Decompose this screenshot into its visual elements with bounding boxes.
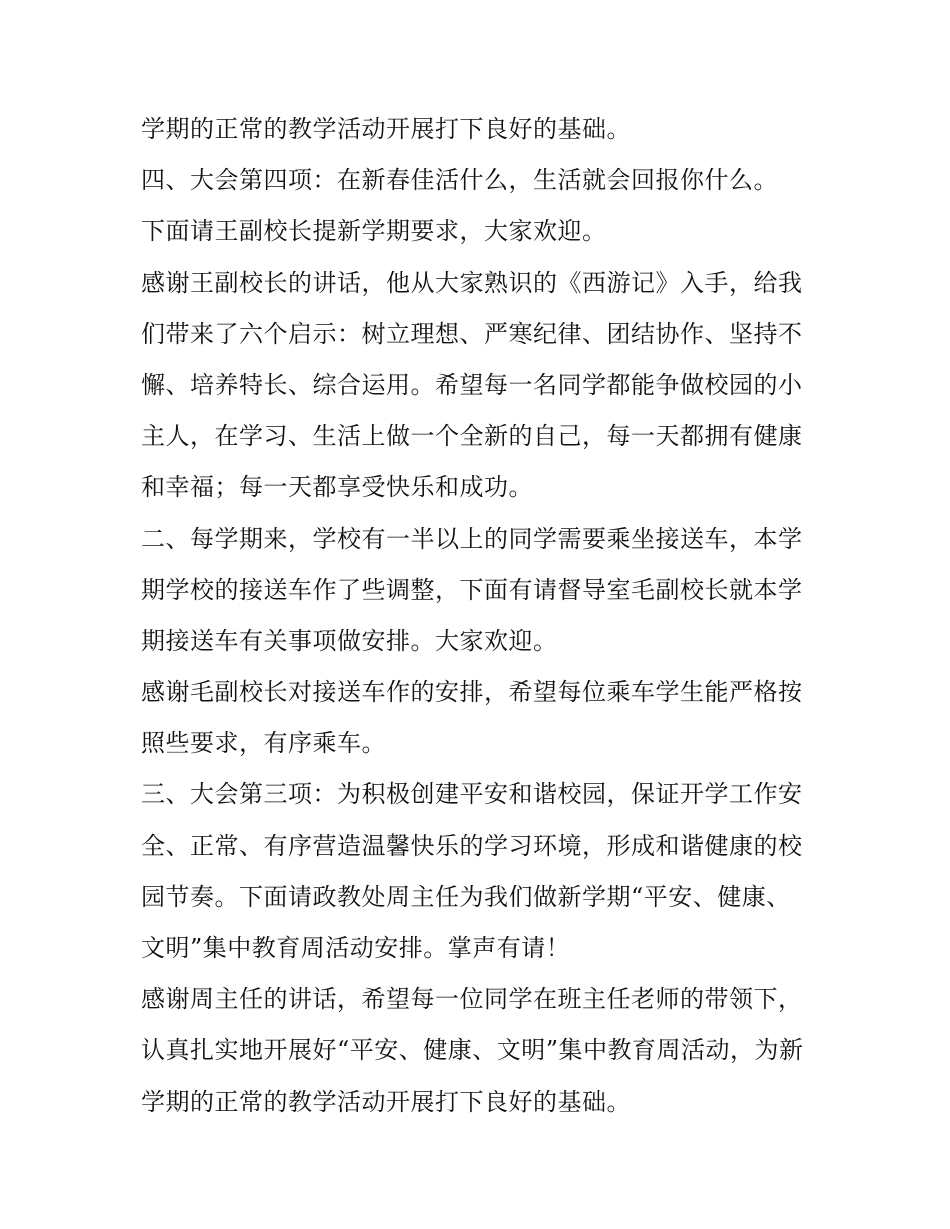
text-line: 下面请王副校长提新学期要求，大家欢迎。 [141,217,607,246]
text-line: 照些要求，有序乘车。 [141,729,386,758]
text-line: 感谢毛副校长对接送车作的安排，希望每位乘车学生能严格按 [141,678,803,707]
text-line: 三、大会第三项：为积极创建平安和谐校园，保证开学工作安 [141,780,803,809]
text-line: 期学校的接送车作了些调整，下面有请督导室毛副校长就本学 [141,575,803,604]
text-line: 全、正常、有序营造温馨快乐的学习环境，形成和谐健康的校 [141,831,803,860]
text-line: 四、大会第四项：在新春佳活什么，生活就会回报你什么。 [141,166,778,195]
text-line: 感谢周主任的讲话，希望每一位同学在班主任老师的带领下， [141,985,803,1014]
text-line: 园节奏。下面请政教处周主任为我们做新学期“平安、健康、 [141,882,791,911]
text-line: 主人，在学习、生活上做一个全新的自己，每一天都拥有健康 [141,422,803,451]
text-line: 期接送车有关事项做安排。大家欢迎。 [141,626,558,655]
text-line: 学期的正常的教学活动开展打下良好的基础。 [141,1087,631,1116]
text-line: 和幸福；每一天都享受快乐和成功。 [141,473,533,502]
text-line: 二、每学期来，学校有一半以上的同学需要乘坐接送车，本学 [141,524,803,553]
text-line: 文明”集中教育周活动安排。掌声有请！ [141,934,571,962]
text-line: 认真扎实地开展好“平安、健康、文明”集中教育周活动，为新 [141,1036,804,1065]
text-line: 学期的正常的教学活动开展打下良好的基础。 [141,115,631,143]
document-body [141,104,821,1128]
text-line: 感谢王副校长的讲话，他从大家熟识的《西游记》入手，给我 [141,268,803,297]
text-line: 懈、培养特长、综合运用。希望每一名同学都能争做校园的小 [141,370,803,399]
text-line: 们带来了六个启示：树立理想、严寒纪律、团结协作、坚持不 [141,319,803,348]
